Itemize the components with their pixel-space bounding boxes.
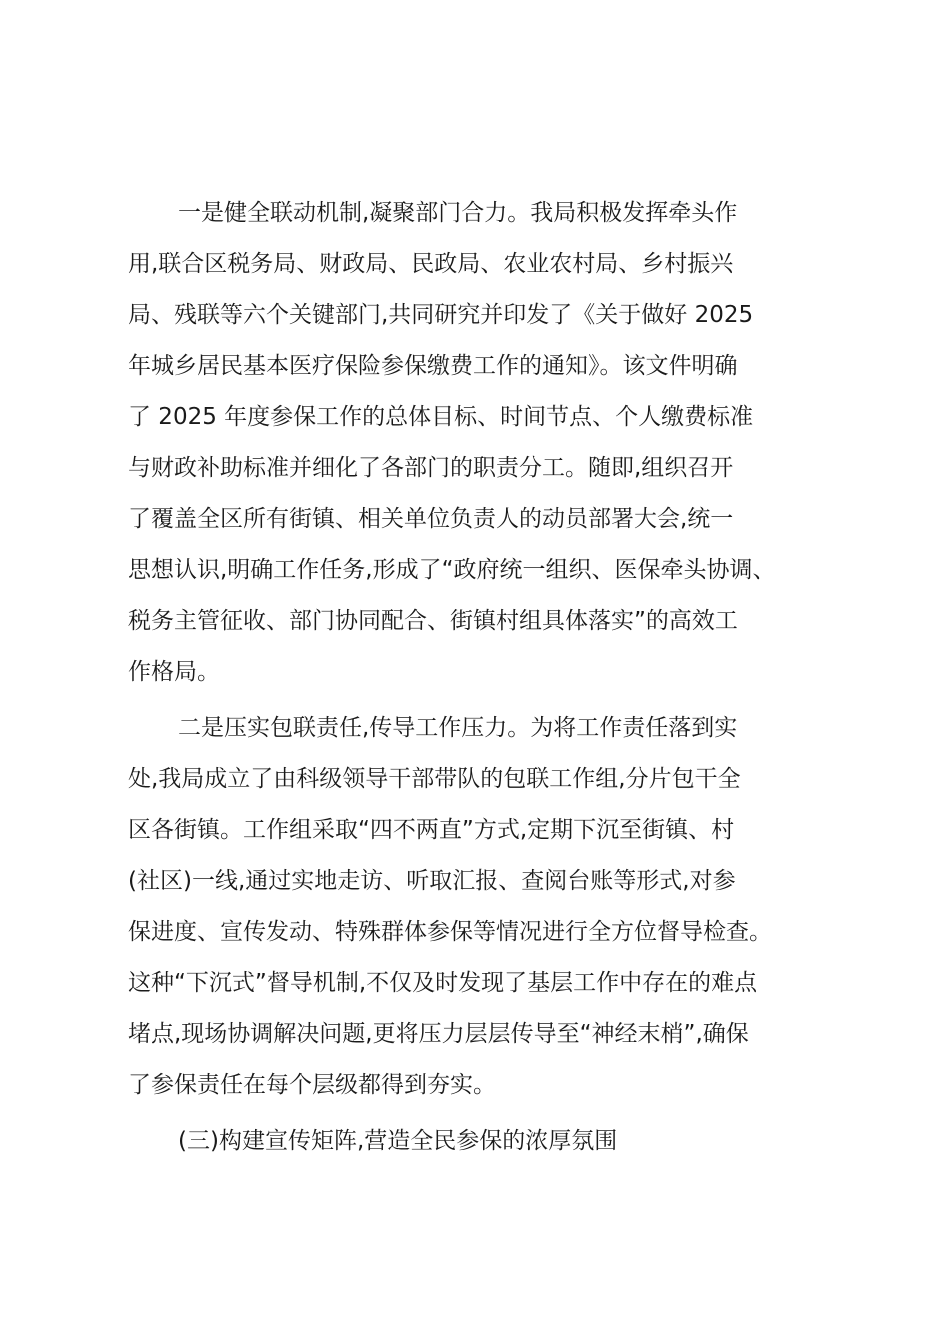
text-line: 处,我局成立了由科级领导干部带队的包联工作组,分片包干全 [128, 766, 741, 792]
paragraph-responsibility [128, 703, 828, 1111]
paragraph-linkage-mechanism [128, 188, 828, 698]
text-line: 这种“下沉式”督导机制,不仅及时发现了基层工作中存在的难点 [128, 970, 758, 996]
text-line: 二是压实包联责任,传导工作压力。为将工作责任落到实 [178, 715, 738, 741]
section-heading-publicity [128, 1116, 828, 1167]
text-line: 作格局。 [128, 659, 220, 685]
text-line: 局、残联等六个关键部门,共同研究并印发了《关于做好 2025 [128, 302, 754, 328]
text-line: 与财政补助标准并细化了各部门的职责分工。随即,组织召开 [128, 455, 734, 481]
document-body [128, 188, 828, 1172]
text-line: 用,联合区税务局、财政局、民政局、农业农村局、乡村振兴 [128, 251, 734, 277]
text-line: 年城乡居民基本医疗保险参保缴费工作的通知》。该文件明确 [128, 353, 738, 379]
text-line: 区各街镇。工作组采取“四不两直”方式,定期下沉至街镇、村 [128, 817, 735, 843]
text-line: 了 2025 年度参保工作的总体目标、时间节点、个人缴费标准 [128, 404, 754, 430]
text-line: 了覆盖全区所有街镇、相关单位负责人的动员部署大会,统一 [128, 506, 734, 532]
text-line: 保进度、宣传发动、特殊群体参保等情况进行全方位督导检查。 [128, 919, 772, 945]
text-line: 一是健全联动机制,凝聚部门合力。我局积极发挥牵头作 [178, 200, 738, 226]
text-line: 了参保责任在每个层级都得到夯实。 [128, 1072, 496, 1098]
text-line: 思想认识,明确工作任务,形成了“政府统一组织、医保牵头协调、 [128, 557, 776, 583]
text-line: 税务主管征收、部门协同配合、街镇村组具体落实”的高效工 [128, 608, 738, 634]
text-line: (社区)一线,通过实地走访、听取汇报、查阅台账等形式,对参 [128, 868, 736, 894]
section-heading: (三)构建宣传矩阵,营造全民参保的浓厚氛围 [178, 1128, 618, 1154]
text-line: 堵点,现场协调解决问题,更将压力层层传导至“神经末梢”,确保 [128, 1021, 749, 1047]
